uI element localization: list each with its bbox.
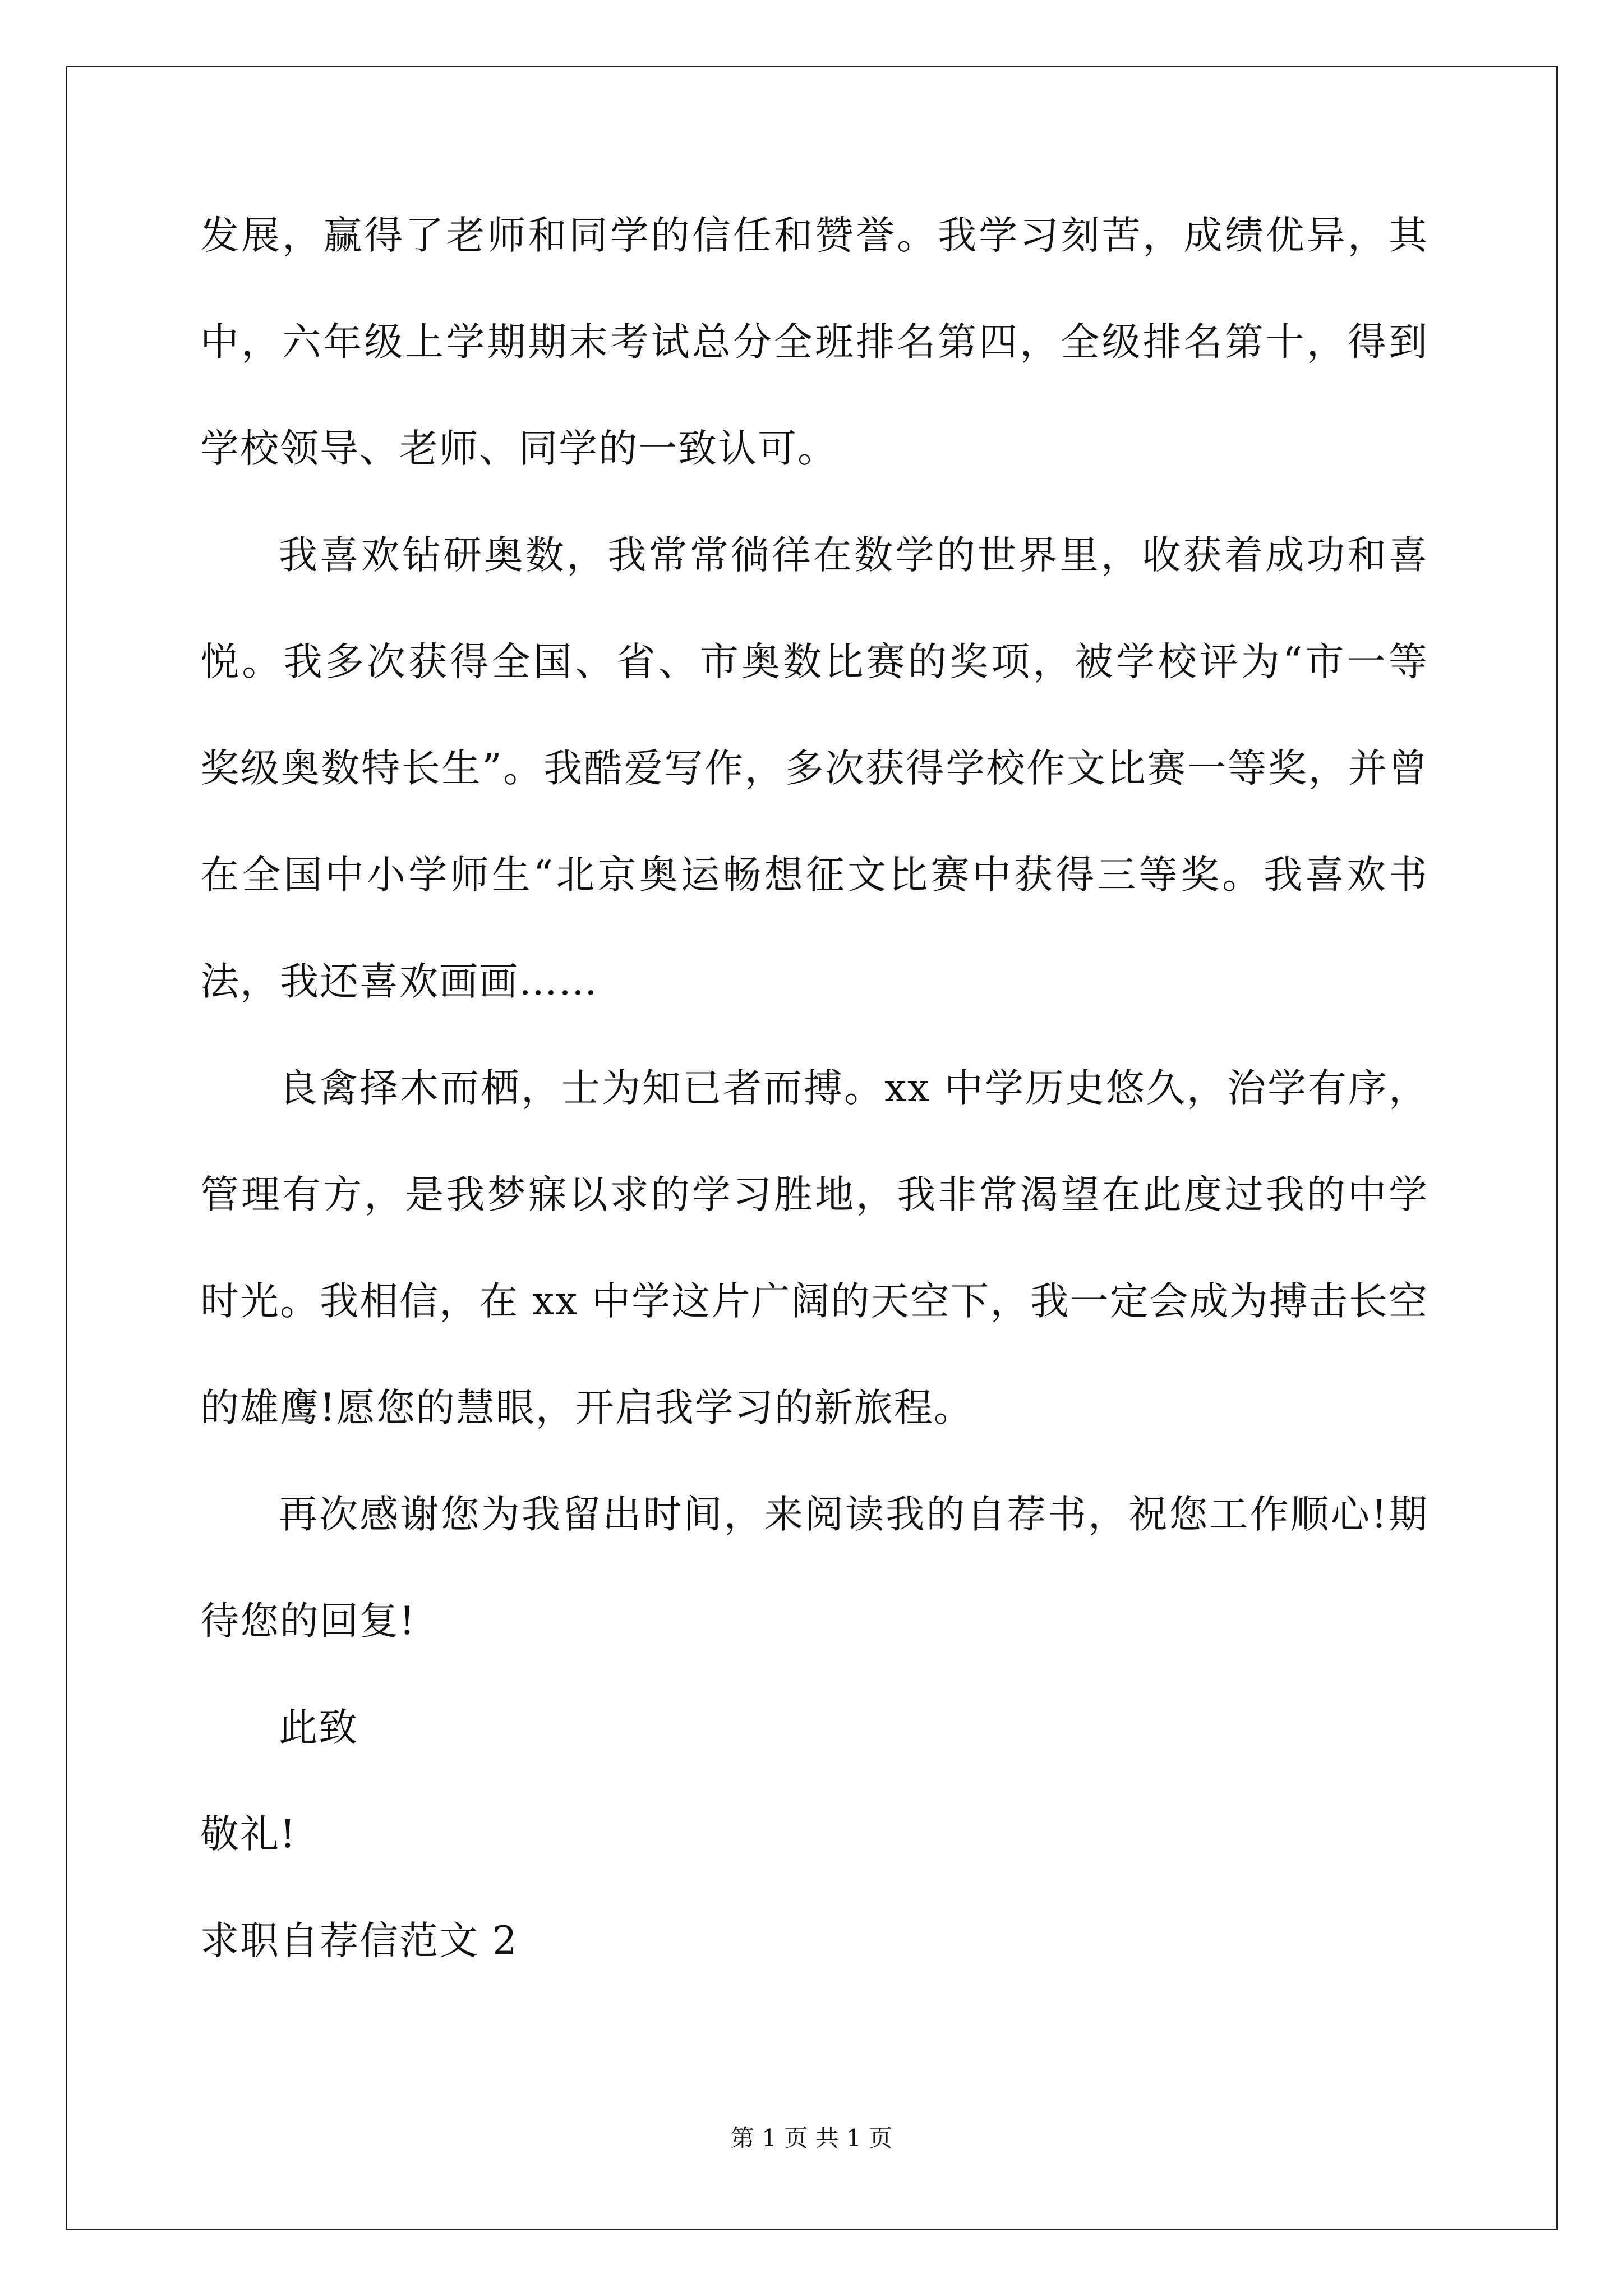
text-line: 奖级奥数特长生”。我酷爱写作，多次获得学校作文比赛一等奖，并曾	[200, 746, 1428, 791]
text-line: 学校领导、老师、同学的一致认可。	[200, 426, 837, 471]
salutation-line: 此致	[279, 1705, 358, 1750]
section-heading: 求职自荐信范文 2	[200, 1918, 518, 1963]
text-line: 再次感谢您为我留出时间，来阅读我的自荐书，祝您工作顺心!期	[279, 1492, 1428, 1537]
text-line: 发展，赢得了老师和同学的信任和赞誉。我学习刻苦，成绩优异，其	[200, 213, 1428, 258]
text-line: 良禽择木而栖，士为知已者而搏。xx 中学历史悠久，治学有序，	[279, 1066, 1428, 1111]
text-line: 中，六年级上学期期末考试总分全班排名第四，全级排名第十，得到	[200, 320, 1428, 365]
text-line: 我喜欢钻研奥数，我常常徜徉在数学的世界里，收获着成功和喜	[279, 533, 1428, 578]
closing-line: 敬礼!	[200, 1812, 297, 1857]
text-line: 管理有方，是我梦寐以求的学习胜地，我非常渴望在此度过我的中学	[200, 1172, 1428, 1217]
text-line: 待您的回复!	[200, 1599, 416, 1644]
text-line: 法，我还喜欢画画……	[200, 959, 598, 1004]
text-line: 时光。我相信，在 xx 中学这片广阔的天空下，我一定会成为搏击长空	[200, 1279, 1428, 1324]
text-line: 悦。我多次获得全国、省、市奥数比赛的奖项，被学校评为“市一等	[200, 639, 1428, 684]
page-border	[66, 66, 1558, 2230]
text-line: 在全国中小学师生“北京奥运畅想征文比赛中获得三等奖。我喜欢书	[200, 853, 1428, 898]
page-number-footer: 第 1 页 共 1 页	[730, 2124, 893, 2152]
text-line: 的雄鹰!愿您的慧眼，开启我学习的新旅程。	[200, 1386, 974, 1430]
